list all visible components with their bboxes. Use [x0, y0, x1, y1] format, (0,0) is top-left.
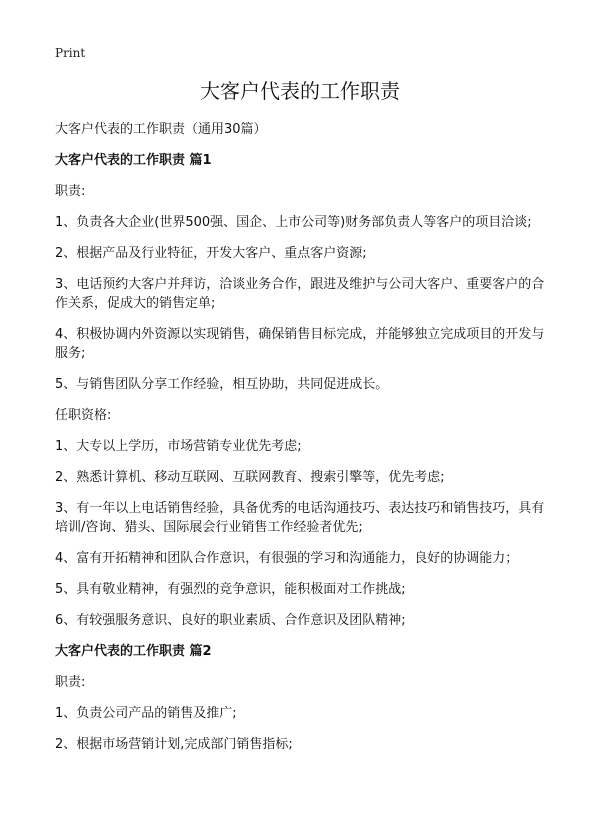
duty-item: 2、根据市场营销计划,完成部门销售指标; [55, 737, 293, 752]
duties-label: 职责: [55, 184, 86, 199]
document-body [55, 120, 555, 766]
duty-item: 5、与销售团队分享工作经验，相互协助，共同促进成长。 [55, 377, 389, 392]
document-subtitle: 大客户代表的工作职责（通用30篇） [55, 122, 267, 137]
requirement-item: 2、熟悉计算机、移动互联网、互联网教育、搜索引擎等，优先考虑; [55, 470, 445, 485]
duty-item: 4、积极协调内外资源以实现销售，确保销售目标完成，并能够独立完成项目的开发与服务; [55, 327, 545, 361]
requirement-item: 4、富有开拓精神和团队合作意识，有很强的学习和沟通能力，良好的协调能力； [55, 551, 519, 566]
duty-item: 1、负责公司产品的销售及推广; [55, 706, 237, 721]
requirement-item: 5、具有敬业精神，有强烈的竞争意识，能积极面对工作挑战; [55, 582, 406, 597]
section-heading: 大客户代表的工作职责 篇1 [55, 153, 212, 168]
duty-item: 1、负责各大企业(世界500强、国企、上市公司等)财务部负责人等客户的项目洽谈; [55, 215, 532, 230]
document-title: 大客户代表的工作职责 [200, 79, 400, 103]
duty-item: 2、根据产品及行业特征，开发大客户、重点客户资源; [55, 246, 367, 261]
requirement-item: 6、有较强服务意识、良好的职业素质、合作意识及团队精神; [55, 613, 406, 628]
section-heading: 大客户代表的工作职责 篇2 [55, 644, 212, 659]
print-link[interactable]: Print [55, 46, 86, 60]
requirement-item: 3、有一年以上电话销售经验，具备优秀的电话沟通技巧、表达技巧和销售技巧，具有培训/咨询、猎头、国际展会行业销售工作经验者优先; [55, 501, 545, 535]
requirement-item: 1、大专以上学历，市场营销专业优先考虑; [55, 439, 302, 454]
requirements-label: 任职资格: [55, 408, 112, 423]
duty-item: 3、电话预约大客户并拜访，洽谈业务合作，跟进及维护与公司大客户、重要客户的合作关系，促成大的销售定单; [55, 277, 545, 311]
duties-label: 职责: [55, 675, 86, 690]
